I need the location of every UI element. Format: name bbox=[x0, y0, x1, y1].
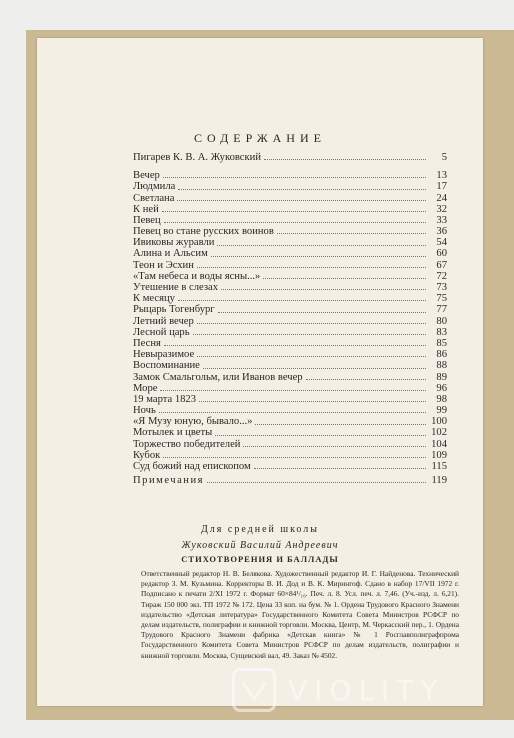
toc-entry-page: 54 bbox=[436, 237, 447, 249]
toc-entry-title: Кубок bbox=[133, 450, 163, 461]
toc-entry-page: 60 bbox=[436, 248, 447, 260]
book-title: СТИХОТВОРЕНИЯ И БАЛЛАДЫ bbox=[181, 554, 339, 564]
toc-entry-page: 72 bbox=[436, 270, 447, 282]
toc-entry-title: Летний вечер bbox=[133, 316, 197, 327]
toc-entry-page: 80 bbox=[436, 315, 447, 327]
toc-entry-title: Лесной царь bbox=[133, 327, 193, 338]
toc-entry-title: 19 марта 1823 bbox=[133, 394, 199, 405]
toc-entry-title: Мотылек и цветы bbox=[133, 427, 215, 438]
toc-entry-page: 98 bbox=[436, 393, 447, 405]
toc-entry-title: Примечания bbox=[133, 475, 207, 486]
toc-intro bbox=[133, 152, 447, 163]
toc-title: СОДЕРЖАНИЕ bbox=[194, 131, 326, 145]
toc-entry-page: 115 bbox=[431, 461, 447, 473]
toc-entry-page: 33 bbox=[436, 214, 447, 226]
toc-entry-title: К ней bbox=[133, 204, 162, 215]
toc-entry-title: Пигарев К. В. А. Жуковский bbox=[133, 152, 264, 163]
toc-entry-page: 77 bbox=[436, 304, 447, 316]
toc-entry-page: 17 bbox=[436, 181, 447, 193]
toc-entry-title: Людмила bbox=[133, 181, 178, 192]
toc-entry-title: «Там небеса и воды ясны...» bbox=[133, 271, 263, 282]
toc-entry-title: «Я Музу юную, бывало...» bbox=[133, 416, 255, 427]
toc-entry-title: Песня bbox=[133, 338, 164, 349]
toc-entry-page: 67 bbox=[436, 259, 447, 271]
toc-entry-title: Суд божий над епископом bbox=[133, 461, 254, 472]
toc-entry-title: Рыцарь Тогенбург bbox=[133, 304, 218, 315]
toc-entry-page: 96 bbox=[436, 382, 447, 394]
toc-entry-title: Светлана bbox=[133, 193, 177, 204]
toc-entry-page: 32 bbox=[436, 203, 447, 215]
toc-entry-title: Ивиковы журавли bbox=[133, 237, 217, 248]
toc-entry-title: Море bbox=[133, 383, 160, 394]
toc-entry-page: 102 bbox=[431, 427, 447, 439]
toc-entry-page: 109 bbox=[431, 449, 447, 461]
toc-entry-page: 24 bbox=[436, 192, 447, 204]
toc-items bbox=[133, 170, 447, 472]
toc-entry-page: 83 bbox=[436, 326, 447, 338]
toc-entry-page: 75 bbox=[436, 293, 447, 305]
toc-entry-page: 85 bbox=[436, 337, 447, 349]
imprint-text: Ответственный редактор Н. В. Белякова. Художественный редактор И. Г. Найденова. Технический редактор З. М. Кузьмина. Корректоры В. И. Дод и В. К. Мирингоф. Сдано в набор 17/VII 1972 г. Подписано к печати 2/XI 1972 г. Формат 60×84¹/₁₆. Печ. л. 8. Усл. печ. л. 7,46. (Уч.-изд. л. 6,21). Тираж 150 000 экз. ТП 1972 № 172. Цена 33 коп. на бум. № 1. Ордена Трудового Красного Знамени издательство «Детская литература» Государственного Комитета Совета Министров РСФСР по делам издательств, полиграфии и книжной торговли. Москва, Центр, М. Черкасский пер., 1. Ордена Трудового Красного Знамени фабрика «Детская книга» № 1 Росглавполиграфпрома Государственного Комитета Совета Министров РСФСР по делам издательств, полиграфии и книжной торговли. Москва, Сущевский вал, 49. Заказ № 4502. bbox=[141, 569, 459, 660]
toc-entry-page: 119 bbox=[431, 475, 447, 487]
book-page bbox=[37, 38, 483, 706]
toc-entry-page: 73 bbox=[436, 282, 447, 294]
toc-entry-page: 104 bbox=[431, 438, 447, 450]
toc-entry-title: Теон и Эсхин bbox=[133, 260, 197, 271]
toc-entry-title: Замок Смальгольм, или Иванов вечер bbox=[133, 372, 306, 383]
toc-entry-title: Воспоминание bbox=[133, 360, 203, 371]
series-line: Для средней школы bbox=[200, 524, 319, 535]
violity-logo-icon bbox=[232, 668, 276, 712]
leader-dots bbox=[264, 148, 426, 160]
watermark-text: VIOLITY bbox=[288, 673, 445, 707]
toc-entry-page: 13 bbox=[436, 170, 447, 182]
toc-entry-title: Алина и Альсим bbox=[133, 248, 211, 259]
table-of-contents bbox=[133, 152, 447, 486]
toc-entry-page: 88 bbox=[436, 360, 447, 372]
leader-dots bbox=[207, 471, 426, 483]
toc-entry-page: 36 bbox=[436, 226, 447, 238]
toc-entry-title: Певец во стане русских воинов bbox=[133, 226, 277, 237]
toc-entry-title: К месяцу bbox=[133, 293, 178, 304]
toc-entry-page: 5 bbox=[441, 151, 447, 163]
toc-entry-title: Торжество победителей bbox=[133, 439, 243, 450]
toc-entry-page: 100 bbox=[431, 416, 447, 428]
leader-dots bbox=[254, 457, 426, 469]
toc-entry-title: Ночь bbox=[133, 405, 159, 416]
watermark bbox=[232, 664, 502, 716]
toc-entry-page: 89 bbox=[436, 371, 447, 383]
toc-entry-page: 86 bbox=[436, 349, 447, 361]
toc-entry-title: Утешение в слезах bbox=[133, 282, 221, 293]
toc-entry-title: Певец bbox=[133, 215, 164, 226]
toc-notes bbox=[133, 475, 447, 486]
toc-entry-title: Вечер bbox=[133, 170, 163, 181]
toc-entry-title: Невыразимое bbox=[133, 349, 197, 360]
toc-entry-page: 99 bbox=[436, 405, 447, 417]
author-name: Жуковский Василий Андреевич bbox=[181, 540, 339, 551]
